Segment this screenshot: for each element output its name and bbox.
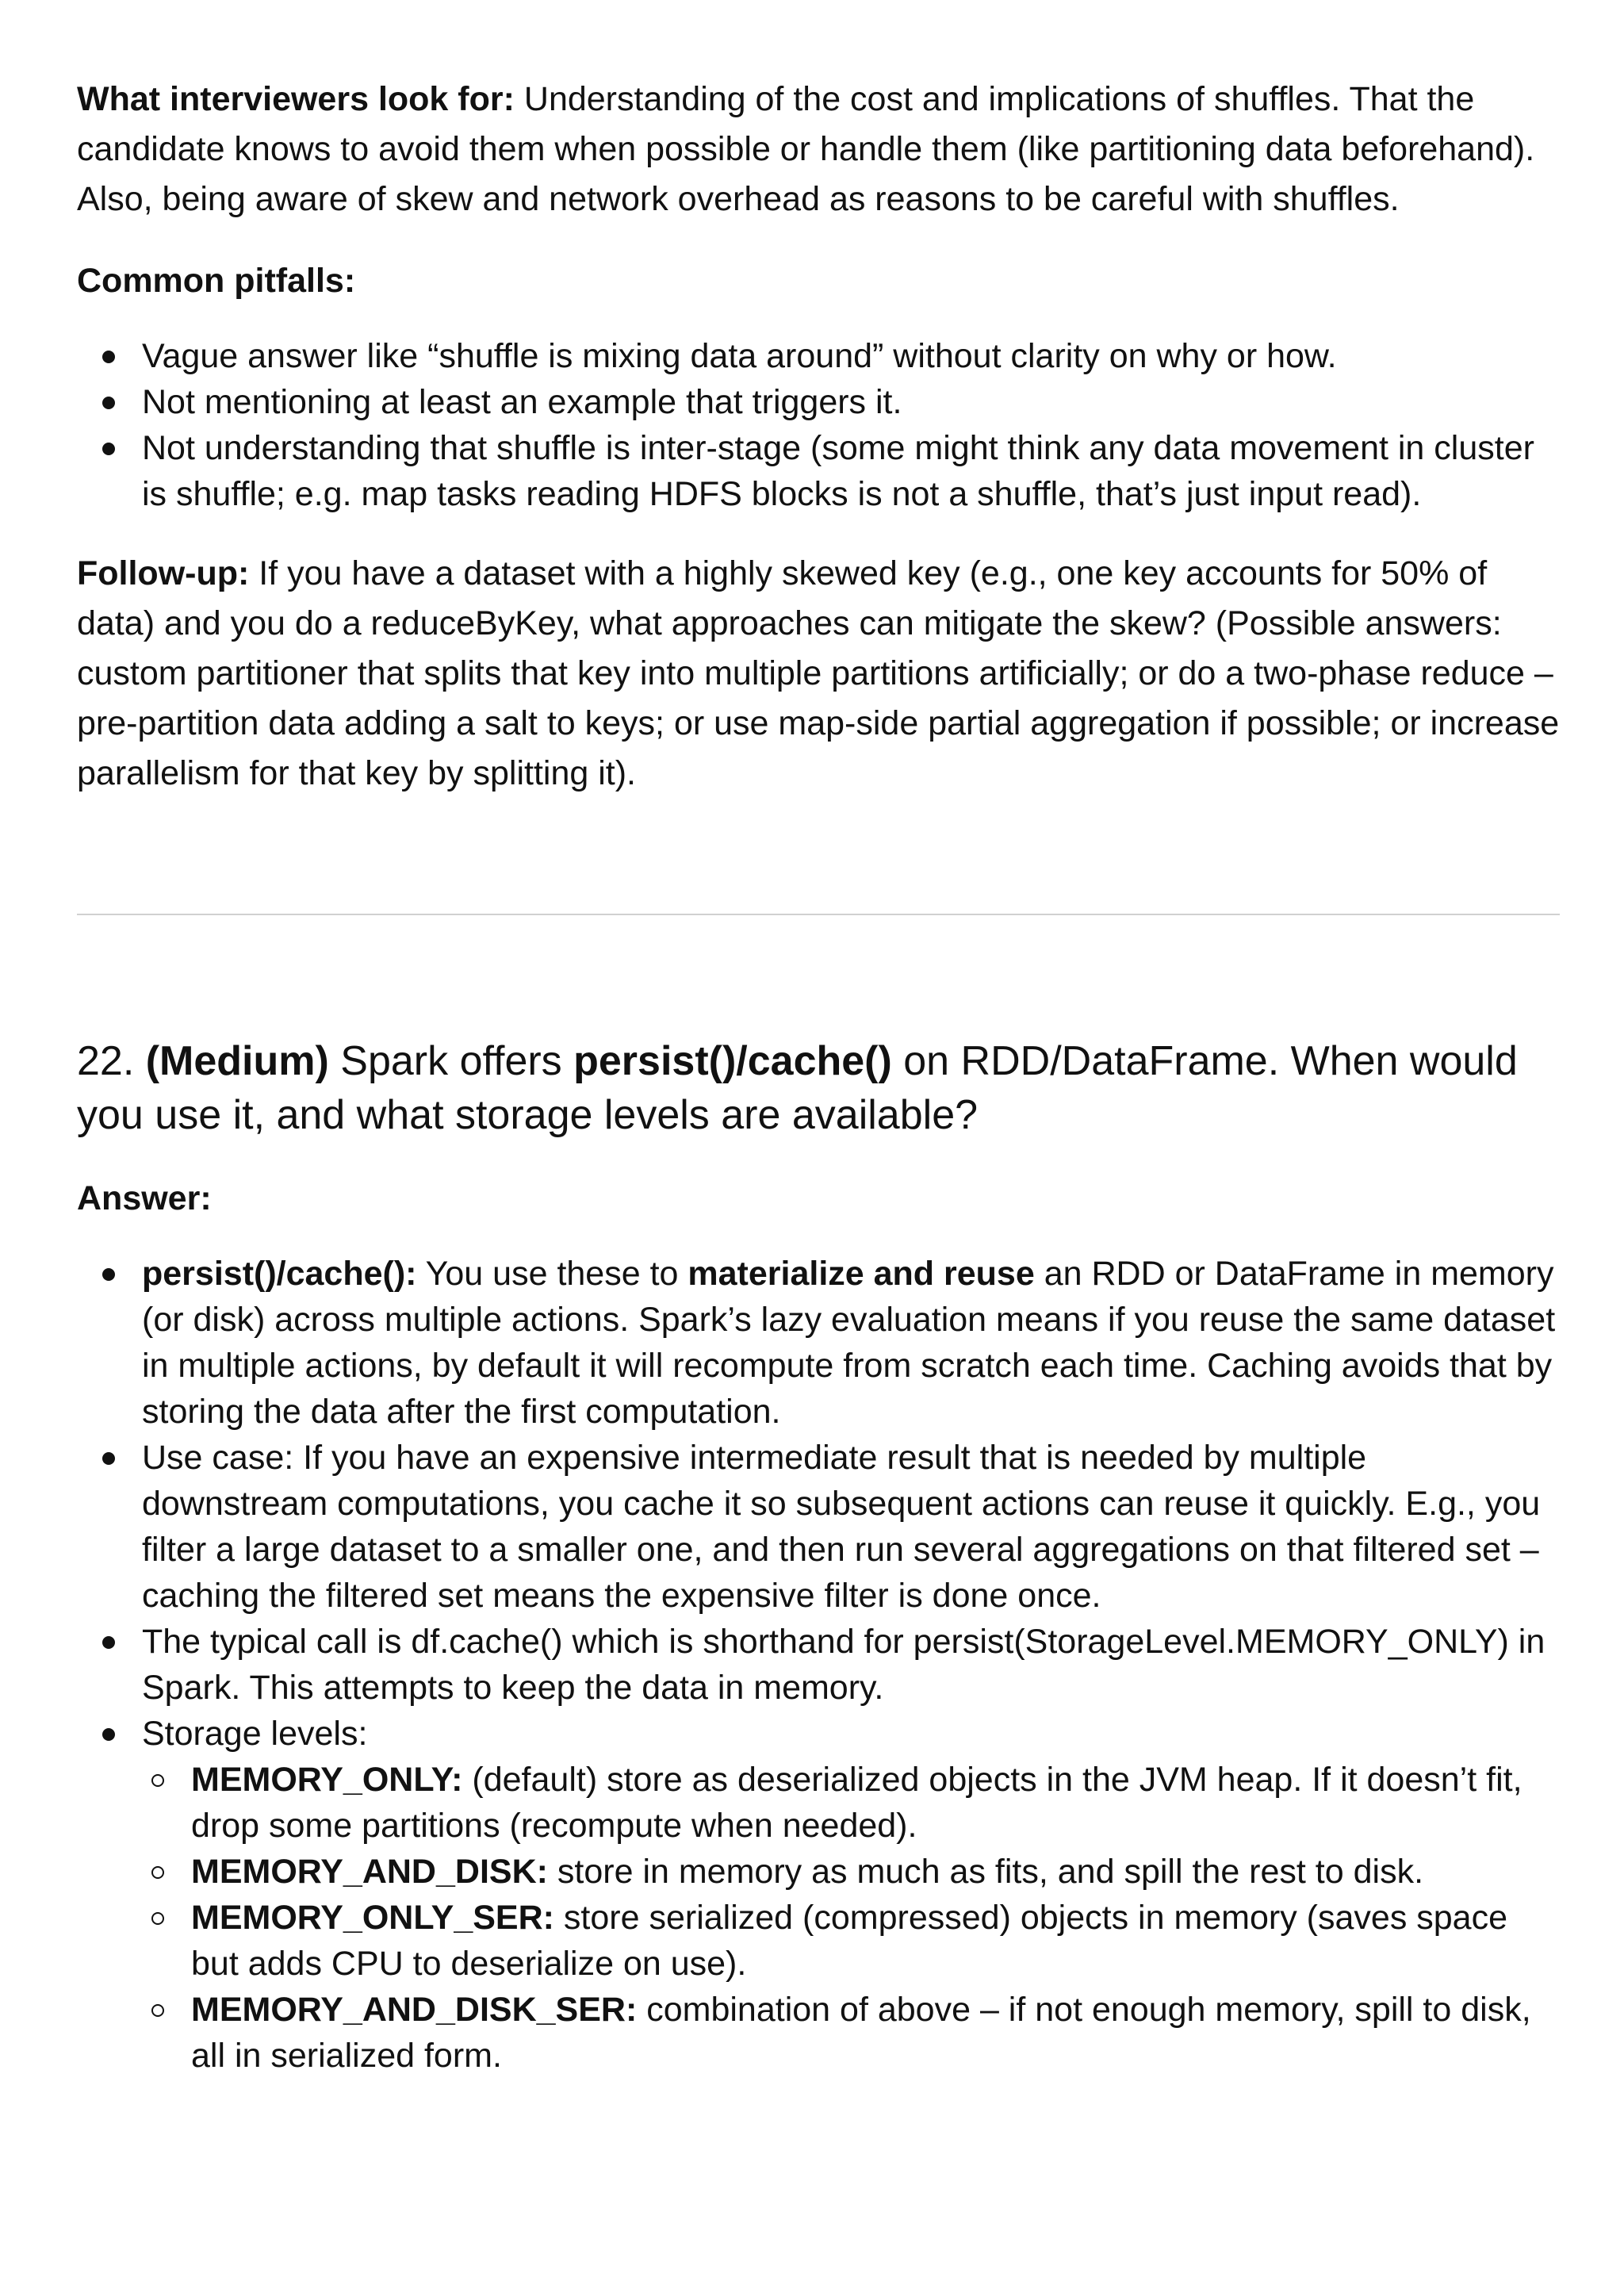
list-item <box>77 379 1560 425</box>
bullet-icon <box>102 1452 115 1465</box>
level-name: MEMORY_ONLY_SER: <box>191 1899 554 1937</box>
answer-list <box>77 1251 1560 2079</box>
bullet-icon <box>102 1268 115 1281</box>
document-page <box>77 75 1560 2079</box>
b1-emph: materialize and reuse <box>688 1255 1035 1293</box>
storage-levels-list <box>142 1757 1560 2079</box>
b4-text: Storage levels: <box>142 1715 368 1753</box>
list-item <box>77 1711 1560 2079</box>
question-level: (Medium) <box>145 1038 329 1084</box>
followup-label: Follow-up: <box>77 554 250 592</box>
circle-bullet-icon <box>151 1866 164 1879</box>
pitfall-text: Vague answer like “shuffle is mixing data around” without clarity on why or how. <box>142 337 1337 375</box>
list-item <box>77 333 1560 379</box>
circle-bullet-icon <box>151 1912 164 1925</box>
b1-lead: persist()/cache(): <box>142 1255 417 1293</box>
list-item <box>77 1435 1560 1619</box>
b2-text: Use case: If you have an expensive intermediate result that is needed by multiple downstream computations, you cache it so subsequent actions can reuse it quickly. E.g., you filter a large dataset to a smaller one, and then run several aggregations on that filtered set – caching the filtered set means the expensive filter is done once. <box>142 1439 1541 1615</box>
question-number: 22. <box>77 1038 146 1084</box>
list-item <box>142 1895 1560 1987</box>
list-item <box>142 1757 1560 1849</box>
bullet-icon <box>102 1636 115 1649</box>
pitfalls-list <box>77 333 1560 517</box>
level-desc: combination of above – if not enough memory, spill to disk, all in serialized form. <box>191 1991 1531 2075</box>
bullet-icon <box>102 397 115 409</box>
bullet-icon <box>102 351 115 363</box>
interviewers-label: What interviewers look for: <box>77 80 515 118</box>
list-item <box>142 1849 1560 1895</box>
interviewers-text: Understanding of the cost and implications of shuffles. That the candidate knows to avoid them when possible or handle them (like partitioning data beforehand). Also, being aware of skew and network overhead as reasons to be careful with shuffles. <box>77 80 1535 218</box>
followup-text: If you have a dataset with a highly skewed key (e.g., one key accounts for 50% of data) and you do a reduceByKey, what approaches can mitigate the skew? (Possible answers: custom partitioner that splits that key into multiple partitions artificially; or do a two-phase reduce – pre-partition data adding a salt to keys; or use map-side partial aggregation if possible; or increase parallelism for that key by splitting it). <box>77 554 1560 792</box>
level-desc: (default) store as deserialized objects in the JVM heap. If it doesn’t fit, drop some partitions (recompute when needed). <box>191 1761 1522 1845</box>
level-desc: store in memory as much as fits, and spill the rest to disk. <box>547 1853 1424 1891</box>
level-name: MEMORY_ONLY: <box>191 1761 463 1799</box>
question-text-b: on RDD/DataFrame. When would you use it, and what storage levels are available? <box>77 1038 1518 1138</box>
section-divider <box>77 914 1560 915</box>
circle-bullet-icon <box>151 2004 164 2017</box>
list-item <box>77 1619 1560 1711</box>
question-text-a: Spark offers <box>328 1038 574 1084</box>
list-item <box>142 1987 1560 2079</box>
level-desc: store serialized (compressed) objects in memory (saves space but adds CPU to deserialize on use). <box>191 1899 1508 1983</box>
bullet-icon <box>102 443 115 455</box>
b1-text-a: You use these to <box>416 1255 688 1293</box>
bullet-icon <box>102 1728 115 1741</box>
circle-bullet-icon <box>151 1774 164 1787</box>
question-heading <box>77 1034 1560 1142</box>
answer-heading: Answer: <box>77 1179 212 1217</box>
pitfall-text: Not mentioning at least an example that triggers it. <box>142 383 902 421</box>
pitfall-text: Not understanding that shuffle is inter-stage (some might think any data movement in cluster is shuffle; e.g. map tasks reading HDFS blocks is not a shuffle, that’s just input read). <box>142 429 1534 513</box>
pitfalls-heading: Common pitfalls: <box>77 262 356 300</box>
level-name: MEMORY_AND_DISK_SER: <box>191 1991 638 2029</box>
list-item <box>77 1251 1560 1435</box>
interviewers-paragraph <box>77 75 1560 224</box>
level-name: MEMORY_AND_DISK: <box>191 1853 548 1891</box>
b3-text: The typical call is df.cache() which is shorthand for persist(StorageLevel.MEMORY_ONLY) in Spark. This attempts to keep the data in memory. <box>142 1623 1545 1707</box>
followup-paragraph <box>77 549 1560 799</box>
list-item <box>77 425 1560 517</box>
question-code: persist()/cache() <box>573 1038 892 1084</box>
b1-text-b: an RDD or DataFrame in memory (or disk) across multiple actions. Spark’s lazy evaluation means if you reuse the same dataset in multiple actions, by default it will recompute from scratch each time. Caching avoids that by storing the data after the first computation. <box>142 1255 1556 1431</box>
